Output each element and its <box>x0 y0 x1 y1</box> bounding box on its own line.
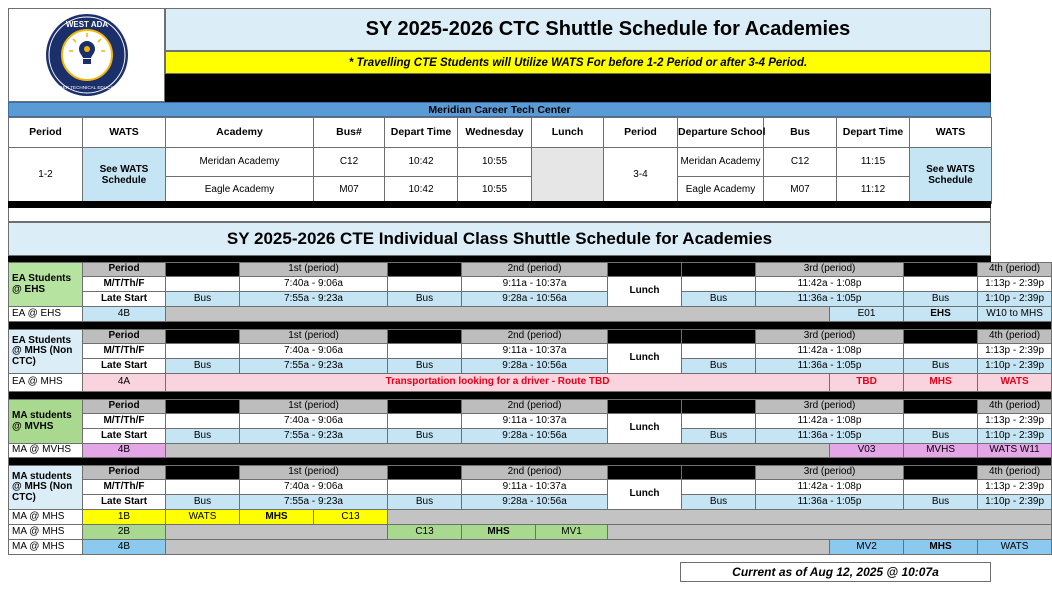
bus-label: Bus <box>166 292 240 307</box>
l4: 1:10p - 2:39p <box>978 359 1052 374</box>
period-label: Period <box>83 330 166 344</box>
p3-label: 3rd (period) <box>756 466 904 480</box>
col-bus: Bus# <box>314 118 385 148</box>
route-period: 4B <box>83 540 166 555</box>
route-cell: C13 <box>314 510 388 525</box>
west-ada-cte-logo <box>9 9 164 101</box>
bus-label: Bus <box>388 495 462 510</box>
late-start-label: Late Start <box>83 292 166 307</box>
col-lunch: Lunch <box>532 118 604 148</box>
route-ma-mhs-1: MA @ MHS <box>9 510 83 525</box>
l2: 9:28a - 10:56a <box>462 292 608 307</box>
route-period: 2B <box>83 525 166 540</box>
p3-label: 3rd (period) <box>756 400 904 414</box>
col-wats: WATS <box>83 118 166 148</box>
dep-school-2: Eagle Academy <box>678 177 764 204</box>
bus-label: Bus <box>388 359 462 374</box>
lunch-label: Lunch <box>608 277 682 307</box>
p4-label: 4th (period) <box>978 263 1052 277</box>
bus-label: Bus <box>904 429 978 444</box>
col-wednesday: Wednesday <box>458 118 532 148</box>
col-academy: Academy <box>166 118 314 148</box>
t3: 11:42a - 1:08p <box>756 480 904 495</box>
route-period: 4B <box>83 307 166 322</box>
bus-1: C12 <box>314 148 385 177</box>
route-cell: WATS <box>166 510 240 525</box>
t2: 9:11a - 10:37a <box>462 480 608 495</box>
bus-label: Bus <box>166 429 240 444</box>
l3: 11:36a - 1:05p <box>756 495 904 510</box>
route-ea-mhs: EA @ MHS <box>9 374 83 392</box>
logo-cell <box>8 8 165 102</box>
t3: 11:42a - 1:08p <box>756 414 904 429</box>
l3: 11:36a - 1:05p <box>756 429 904 444</box>
p1-label: 1st (period) <box>240 263 388 277</box>
bus-label: Bus <box>682 429 756 444</box>
route-school: EHS <box>904 307 978 322</box>
col-period: Period <box>9 118 83 148</box>
l2: 9:28a - 10:56a <box>462 429 608 444</box>
t4: 1:13p - 2:39p <box>978 414 1052 429</box>
bus-label: Bus <box>904 292 978 307</box>
route-bus: V03 <box>830 444 904 458</box>
bus-label: Bus <box>166 359 240 374</box>
route-ma-mvhs: MA @ MVHS <box>9 444 83 458</box>
route-wats: WATS W11 <box>978 444 1052 458</box>
p2-label: 2nd (period) <box>462 400 608 414</box>
l4: 1:10p - 2:39p <box>978 495 1052 510</box>
block-ma-mvhs-label: MA students @ MVHS <box>9 400 83 444</box>
block-ea-mhs-label: EA Students @ MHS (Non CTC) <box>9 330 83 374</box>
route-period: 4B <box>83 444 166 458</box>
col-wats-2: WATS <box>910 118 992 148</box>
l1: 7:55a - 9:23a <box>240 359 388 374</box>
p2-label: 2nd (period) <box>462 263 608 277</box>
t1: 7:40a - 9:06a <box>240 277 388 292</box>
route-bus: TBD <box>830 374 904 392</box>
bus-label: Bus <box>388 292 462 307</box>
p4-label: 4th (period) <box>978 330 1052 344</box>
col-depart-2: Depart Time <box>837 118 910 148</box>
late-start-label: Late Start <box>83 429 166 444</box>
days-label: M/T/Th/F <box>83 344 166 359</box>
p2-label: 2nd (period) <box>462 466 608 480</box>
lunch-label: Lunch <box>608 414 682 444</box>
bus-label: Bus <box>904 359 978 374</box>
route-cell: MHS <box>462 525 536 540</box>
bus-label: Bus <box>388 429 462 444</box>
route-period: 4A <box>83 374 166 392</box>
route-period: 1B <box>83 510 166 525</box>
bus-label: Bus <box>166 495 240 510</box>
l4: 1:10p - 2:39p <box>978 429 1052 444</box>
route-wats: WATS <box>978 374 1052 392</box>
days-label: M/T/Th/F <box>83 480 166 495</box>
l1: 7:55a - 9:23a <box>240 292 388 307</box>
l1: 7:55a - 9:23a <box>240 495 388 510</box>
days-label: M/T/Th/F <box>83 414 166 429</box>
t4: 1:13p - 2:39p <box>978 277 1052 292</box>
l2: 9:28a - 10:56a <box>462 495 608 510</box>
block-ea-ehs-label: EA Students @ EHS <box>9 263 83 307</box>
block-ma-mhs-label: MA students @ MHS (Non CTC) <box>9 466 83 510</box>
current-as-of: Current as of Aug 12, 2025 @ 10:07a <box>680 562 991 582</box>
ctc-table <box>8 117 992 204</box>
bus2-1: C12 <box>764 148 837 177</box>
col-depart: Depart Time <box>385 118 458 148</box>
t2: 9:11a - 10:37a <box>462 414 608 429</box>
p4-label: 4th (period) <box>978 400 1052 414</box>
t2: 9:11a - 10:37a <box>462 344 608 359</box>
lunch-cell <box>532 148 604 204</box>
left-period: 1-2 <box>9 148 83 204</box>
p1-label: 1st (period) <box>240 330 388 344</box>
t4: 1:13p - 2:39p <box>978 480 1052 495</box>
p3-label: 3rd (period) <box>756 330 904 344</box>
t1: 7:40a - 9:06a <box>240 480 388 495</box>
t1: 7:40a - 9:06a <box>240 344 388 359</box>
t1: 7:40a - 9:06a <box>240 414 388 429</box>
depart-1: 10:42 <box>385 148 458 177</box>
academy-1: Meridan Academy <box>166 148 314 177</box>
route-school: MVHS <box>904 444 978 458</box>
p4-label: 4th (period) <box>978 466 1052 480</box>
depart2-1: 11:15 <box>837 148 910 177</box>
route-cell: MHS <box>240 510 314 525</box>
right-wats: See WATS Schedule <box>910 148 992 204</box>
bus-label: Bus <box>904 495 978 510</box>
late-start-label: Late Start <box>83 359 166 374</box>
p2-label: 2nd (period) <box>462 330 608 344</box>
bus-label: Bus <box>682 495 756 510</box>
route-ea-ehs: EA @ EHS <box>9 307 83 322</box>
period-label: Period <box>83 466 166 480</box>
col-bus-2: Bus <box>764 118 837 148</box>
lunch-label: Lunch <box>608 344 682 374</box>
logo-ring-text: CAREER TECHNICAL EDUCATION <box>49 85 125 90</box>
logo-top-text: WEST ADA <box>65 20 109 29</box>
late-start-label: Late Start <box>83 495 166 510</box>
route-bus: E01 <box>830 307 904 322</box>
separator-band <box>8 201 991 208</box>
route-cell: WATS <box>978 540 1052 555</box>
route-cell: MHS <box>904 540 978 555</box>
depart2-2: 11:12 <box>837 177 910 204</box>
l4: 1:10p - 2:39p <box>978 292 1052 307</box>
route-school: MHS <box>904 374 978 392</box>
page-title: SY 2025-2026 CTC Shuttle Schedule for Academies <box>165 8 991 51</box>
individual-table <box>8 262 1052 555</box>
p1-label: 1st (period) <box>240 400 388 414</box>
route-wats: W10 to MHS <box>978 307 1052 322</box>
route-ma-mhs-2: MA @ MHS <box>9 525 83 540</box>
bus-2: M07 <box>314 177 385 204</box>
period-label: Period <box>83 263 166 277</box>
route-cell: MV1 <box>536 525 608 540</box>
dep-school-1: Meridan Academy <box>678 148 764 177</box>
lunch-label: Lunch <box>608 480 682 510</box>
wednesday-1: 10:55 <box>458 148 532 177</box>
wats-notice: * Travelling CTE Students will Utilize WATS For before 1-2 Period or after 3-4 Period. <box>165 51 991 74</box>
academy-2: Eagle Academy <box>166 177 314 204</box>
route-cell: C13 <box>388 525 462 540</box>
black-band <box>165 74 991 102</box>
route-message: Transportation looking for a driver - Route TBD <box>166 374 830 392</box>
blank-row <box>8 208 991 222</box>
l1: 7:55a - 9:23a <box>240 429 388 444</box>
p3-label: 3rd (period) <box>756 263 904 277</box>
bus2-2: M07 <box>764 177 837 204</box>
l3: 11:36a - 1:05p <box>756 359 904 374</box>
t3: 11:42a - 1:08p <box>756 344 904 359</box>
center-title: Meridian Career Tech Center <box>8 102 991 117</box>
t4: 1:13p - 2:39p <box>978 344 1052 359</box>
left-wats: See WATS Schedule <box>83 148 166 204</box>
individual-title: SY 2025-2026 CTE Individual Class Shuttle Schedule for Academies <box>8 222 991 256</box>
bus-label: Bus <box>682 359 756 374</box>
col-departure-school: Departure School <box>678 118 764 148</box>
route-ma-mhs-3: MA @ MHS <box>9 540 83 555</box>
bus-label: Bus <box>682 292 756 307</box>
l2: 9:28a - 10:56a <box>462 359 608 374</box>
t3: 11:42a - 1:08p <box>756 277 904 292</box>
l3: 11:36a - 1:05p <box>756 292 904 307</box>
col-period-2: Period <box>604 118 678 148</box>
route-cell: MV2 <box>830 540 904 555</box>
depart-2: 10:42 <box>385 177 458 204</box>
right-period: 3-4 <box>604 148 678 204</box>
days-label: M/T/Th/F <box>83 277 166 292</box>
t2: 9:11a - 10:37a <box>462 277 608 292</box>
period-label: Period <box>83 400 166 414</box>
p1-label: 1st (period) <box>240 466 388 480</box>
wednesday-2: 10:55 <box>458 177 532 204</box>
